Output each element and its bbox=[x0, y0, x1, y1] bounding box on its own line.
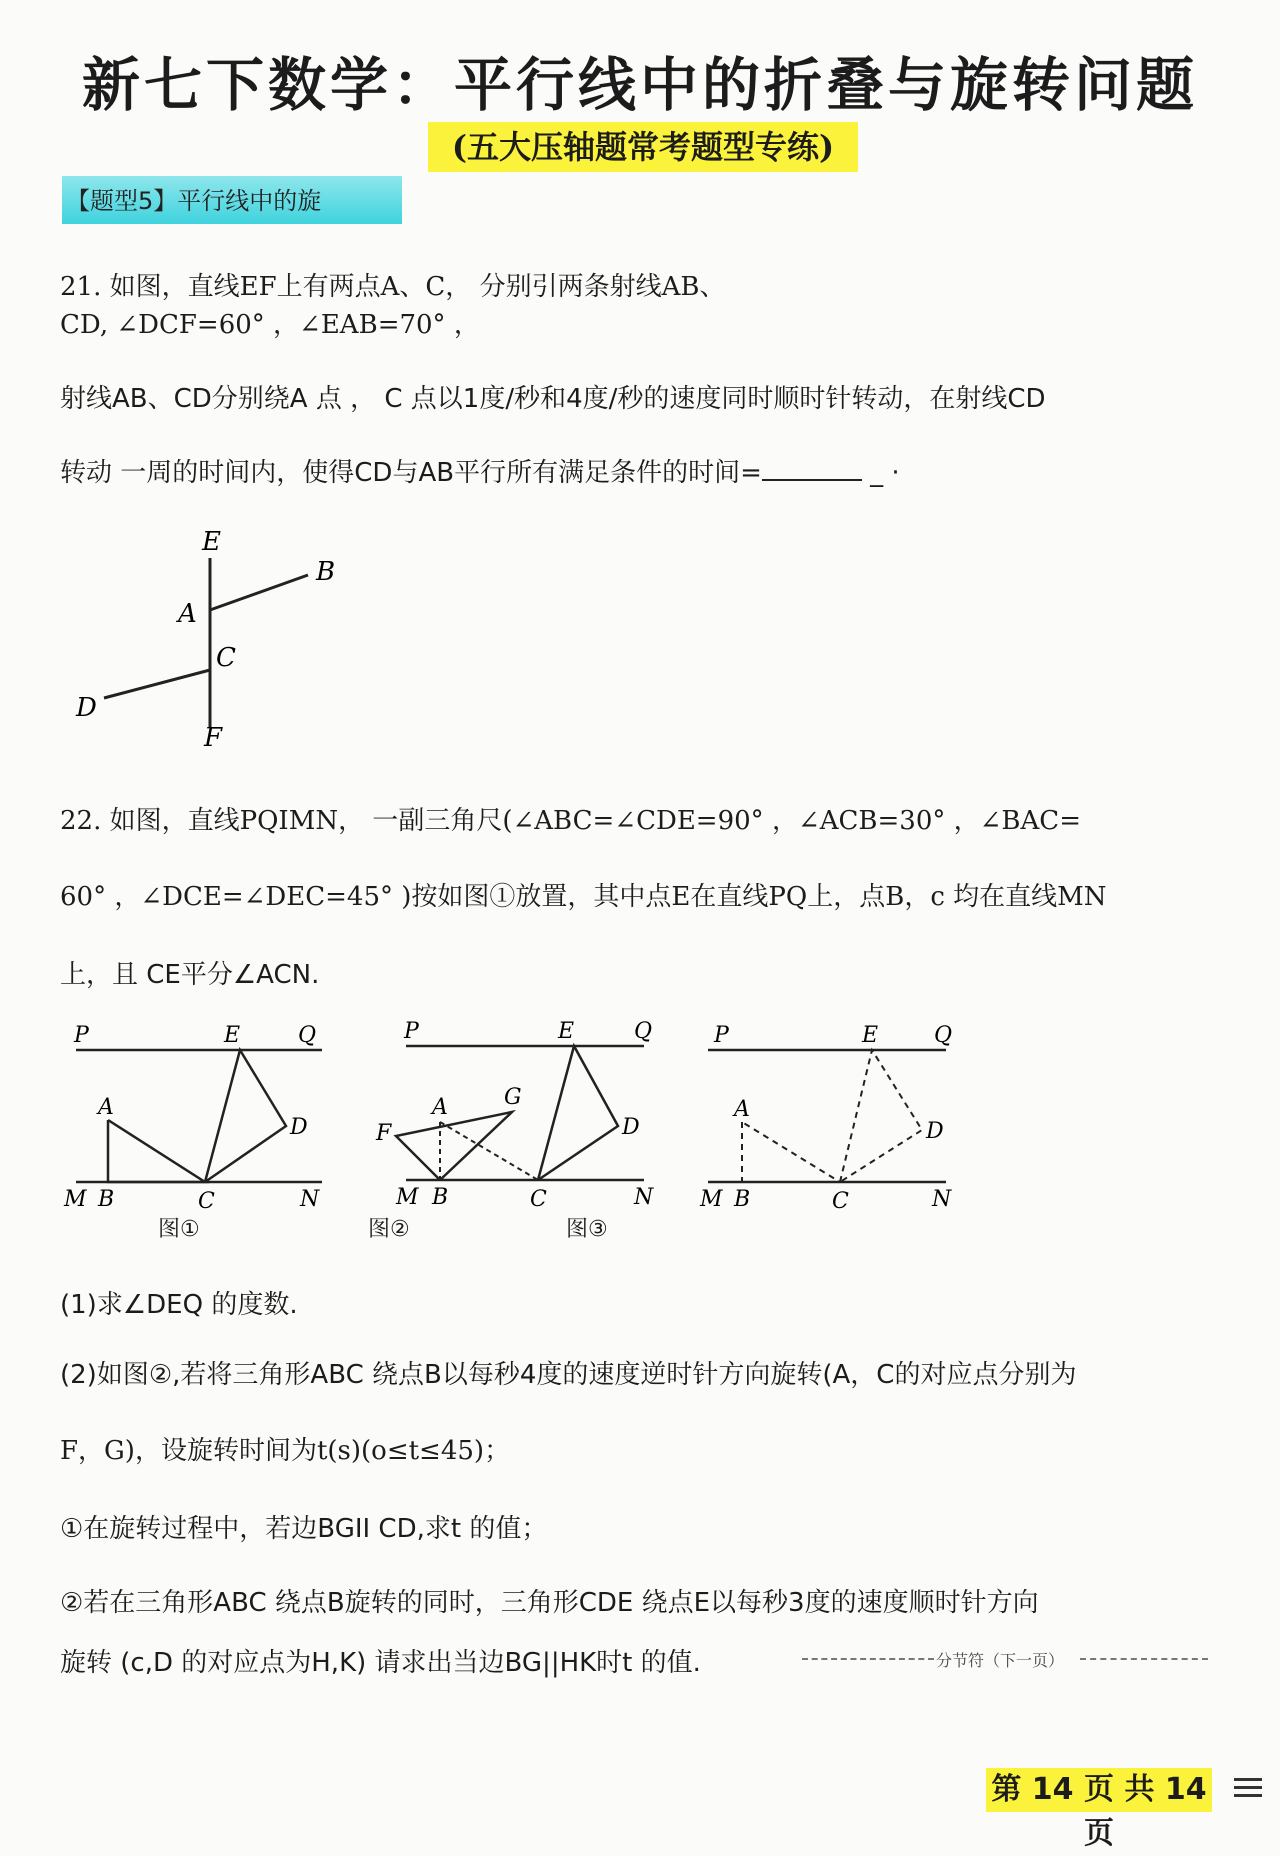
q21-line2: CD, ∠DCF=60° ，∠EAB=70° ， bbox=[60, 310, 480, 340]
fig3-label-N: N bbox=[932, 1187, 952, 1212]
q22-sub2-line1: ②若在三角形ABC 绕点B旋转的同时，三角形CDE 绕点E以每秒3度的速度顺时针方向 bbox=[60, 1588, 1039, 1618]
section-break-left bbox=[802, 1658, 934, 1660]
fig3-label-M: M bbox=[700, 1187, 723, 1212]
fig3-label-Q: Q bbox=[934, 1023, 953, 1048]
q21-line3: 射线AB、CD分别绕A 点 ， C 点以1度/秒和4度/秒的速度同时顺时针转动，在射线CD bbox=[60, 384, 1046, 414]
fig1-label-Q: Q bbox=[298, 1023, 317, 1048]
fig2-label-A: A bbox=[432, 1095, 448, 1120]
q22-sub1: ①在旋转过程中，若边BGII CD,求t 的值； bbox=[60, 1514, 548, 1544]
label-C: C bbox=[216, 643, 236, 673]
caption-fig2: 图② bbox=[368, 1217, 410, 1242]
q22-figures bbox=[60, 1010, 980, 1240]
figure-3 bbox=[699, 1023, 952, 1214]
fig2-label-P: P bbox=[404, 1019, 419, 1044]
q22-sub2-line2: 旋转 (c,D 的对应点为H,K) 请求出当边BG||HK时t 的值. bbox=[60, 1648, 701, 1678]
page-number: 第 14 页 共 14 页 bbox=[986, 1768, 1212, 1812]
fig1-label-E: E bbox=[224, 1023, 241, 1048]
label-F: F bbox=[204, 723, 223, 753]
fig2-label-F: F bbox=[376, 1121, 392, 1146]
fig3-label-E: E bbox=[862, 1023, 879, 1048]
fig1-label-M: M bbox=[64, 1187, 87, 1212]
q21-line4 bbox=[60, 452, 900, 489]
figure-2 bbox=[375, 1019, 654, 1212]
figure-1 bbox=[63, 1023, 322, 1214]
fig3-label-C: C bbox=[832, 1189, 849, 1214]
q22-part2-line1: (2)如图②,若将三角形ABC 绕点B以每秒4度的速度逆时针方向旋转(A，C的对应点分别为 bbox=[60, 1360, 1077, 1390]
rotated-triangle bbox=[396, 1112, 512, 1180]
q22-part2-line2: F，G)，设旋转时间为t(s)(o≤t≤45)； bbox=[60, 1436, 511, 1466]
q21-line4-text: 转动 一周的时间内，使得CD与AB平行所有满足条件的时间= bbox=[60, 458, 762, 488]
label-A: A bbox=[178, 599, 197, 629]
fig2-label-G: G bbox=[504, 1085, 522, 1110]
section-break-right bbox=[1080, 1658, 1208, 1660]
q21-line1: 21. 如图，直线EF上有两点A、C， 分别引两条射线AB、 bbox=[60, 272, 726, 302]
fig3-label-P: P bbox=[714, 1023, 729, 1048]
label-D: D bbox=[76, 693, 97, 723]
page-title: 新七下数学：平行线中的折叠与旋转问题 bbox=[81, 51, 1198, 119]
q22-line1: 22. 如图，直线PQIMN， 一副三角尺(∠ABC=∠CDE=90° ，∠ACB=30° ，∠BAC= bbox=[60, 806, 1081, 836]
fig1-label-N: N bbox=[300, 1187, 320, 1212]
fig1-label-A: A bbox=[98, 1095, 114, 1120]
caption-fig3: 图③ bbox=[566, 1217, 608, 1242]
triangle-CDE bbox=[205, 1050, 286, 1182]
fig1-label-C: C bbox=[198, 1189, 215, 1214]
q22-part1: (1)求∠DEQ 的度数. bbox=[60, 1290, 298, 1320]
q22-line3: 上，且 CE平分∠ACN. bbox=[60, 960, 320, 990]
fig1-label-D: D bbox=[290, 1115, 308, 1140]
triangle-ABC bbox=[108, 1120, 205, 1182]
fig2-label-M: M bbox=[396, 1185, 419, 1210]
page-subtitle: (五大压轴题常考题型专练) bbox=[428, 122, 858, 172]
ray-CD bbox=[104, 670, 210, 698]
caption-fig1: 图① bbox=[158, 1217, 200, 1242]
ray-AB bbox=[210, 575, 308, 610]
q22-line2: 60° ，∠DCE=∠DEC=45° )按如图①放置，其中点E在直线PQ上，点B，c 均在直线MN bbox=[60, 882, 1107, 912]
q21-line4-tail: _ · bbox=[870, 458, 900, 488]
fig3-label-A: A bbox=[734, 1097, 750, 1122]
fig2-label-C: C bbox=[530, 1187, 547, 1212]
label-B: B bbox=[316, 557, 336, 587]
fig2-label-E: E bbox=[558, 1019, 575, 1044]
fig2-label-B: B bbox=[432, 1185, 449, 1210]
answer-blank bbox=[762, 457, 862, 481]
fig1-label-P: P bbox=[74, 1023, 89, 1048]
section-tag: 【题型5】平行线中的旋 bbox=[62, 176, 402, 224]
fig1-label-B: B bbox=[98, 1187, 115, 1212]
section-break-label: 分节符（下一页） bbox=[936, 1651, 1065, 1670]
fig2-label-N: N bbox=[634, 1185, 654, 1210]
q21-figure bbox=[60, 520, 380, 760]
fig2-label-Q: Q bbox=[634, 1019, 653, 1044]
label-E: E bbox=[202, 527, 221, 557]
fig2-label-D: D bbox=[622, 1115, 640, 1140]
menu-icon[interactable] bbox=[1234, 1778, 1262, 1798]
fig3-label-B: B bbox=[734, 1187, 751, 1212]
fig3-label-D: D bbox=[926, 1119, 944, 1144]
